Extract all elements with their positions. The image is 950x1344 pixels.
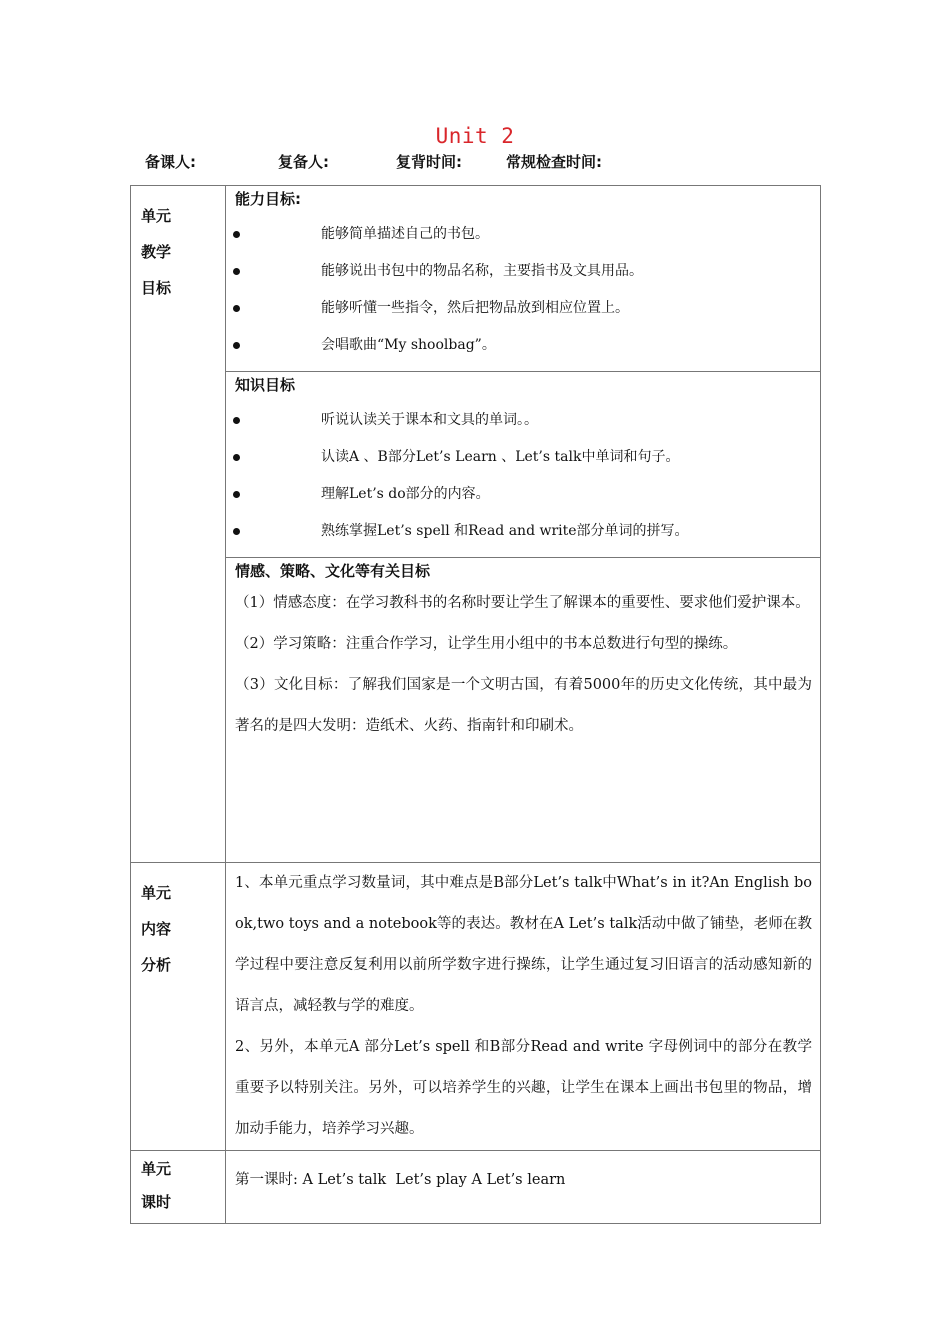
analysis-paragraph: 1、本单元重点学习数量词，其中难点是B部分Let’s talk中What’s in it?An English book,two toys and a notebook等的表达。教材在A Let’s talk活动中做了铺垫，老师在教学过程中要注意反复利用以前所学数字进行操练，让学生通过复习旧语言的活动感知新的语言点，减轻教与学的难度。	[235, 875, 812, 1014]
lessons-cell	[226, 1151, 821, 1224]
emotion-goals-cell	[226, 558, 821, 863]
list-item	[226, 334, 820, 371]
list-item-text: 能够简单描述自己的书包。	[321, 226, 489, 242]
analysis-cell	[226, 863, 821, 1151]
list-item	[226, 483, 820, 520]
ability-goals-cell	[226, 186, 821, 372]
list-item-text: 认读A 、B部分Let’s Learn 、Let’s talk中单词和句子。	[321, 449, 680, 465]
goals-header-line: 目标	[141, 279, 172, 297]
lessons-header-line: 课时	[141, 1193, 172, 1211]
bullet-icon	[233, 417, 240, 424]
emotion-paragraph: （1）情感态度：在学习教科书的名称时要让学生了解课本的重要性、要求他们爱护课本。	[235, 595, 810, 611]
knowledge-goals-title: 知识目标	[235, 376, 296, 394]
bullet-icon	[233, 491, 240, 498]
bullet-icon	[233, 231, 240, 238]
review-time-label: 复背时间:	[396, 153, 462, 171]
analysis-paragraph: 2、另外，本单元A 部分Let’s spell 和B部分Read and write 字母例词中的部分在教学重要予以特别关注。另外，可以培养学生的兴趣，让学生在课本上画出书包里的物品，增加动手能力，培养学习兴趣。	[235, 1039, 812, 1137]
analysis-header-line: 单元	[141, 884, 172, 902]
ability-goals-title: 能力目标:	[235, 190, 301, 208]
first-lesson-text: 第一课时: A Let’s talk Let’s play A Let’s learn	[235, 1172, 566, 1188]
list-item-text: 听说认读关于课本和文具的单词。。	[321, 412, 538, 428]
list-item	[226, 223, 820, 260]
culture-paragraph: （3）文化目标：了解我们国家是一个文明古国，有着5000年的历史文化传统，其中最为著名的是四大发明：造纸术、火药、指南针和印刷术。	[235, 677, 812, 734]
bullet-icon	[233, 305, 240, 312]
ability-goals-row	[131, 186, 821, 372]
emotion-goals-title: 情感、策略、文化等有关目标	[235, 562, 431, 580]
lessons-header-cell	[131, 1151, 226, 1224]
analysis-header-line: 分析	[141, 956, 172, 974]
lessons-row	[131, 1151, 821, 1224]
meta-line	[0, 151, 950, 173]
goals-header-cell	[131, 186, 226, 863]
lessons-header-line: 单元	[141, 1160, 172, 1178]
analysis-row	[131, 863, 821, 1151]
list-item-text: 理解Let’s do部分的内容。	[321, 486, 490, 502]
preparer-label: 备课人:	[145, 153, 196, 171]
list-item	[226, 520, 820, 557]
list-item-text: 会唱歌曲“My shoolbag”。	[321, 337, 496, 353]
knowledge-goals-row	[131, 372, 821, 558]
analysis-header-line: 内容	[141, 920, 172, 938]
knowledge-goals-cell	[226, 372, 821, 558]
strategy-paragraph: （2）学习策略：注重合作学习，让学生用小组中的书本总数进行句型的操练。	[235, 636, 738, 652]
goals-header-line: 教学	[141, 243, 172, 261]
list-item	[226, 260, 820, 297]
bullet-icon	[233, 342, 240, 349]
bullet-icon	[233, 268, 240, 275]
list-item	[226, 409, 820, 446]
list-item-text: 能够听懂一些指令，然后把物品放到相应位置上。	[321, 300, 629, 316]
bullet-icon	[233, 454, 240, 461]
page-title: Unit 2	[435, 124, 515, 148]
list-item	[226, 297, 820, 334]
list-item	[226, 446, 820, 483]
list-item-text: 能够说出书包中的物品名称，主要指书及文具用品。	[321, 263, 643, 279]
lesson-plan-table	[130, 185, 821, 1224]
list-item-text: 熟练掌握Let’s spell 和Read and write部分单词的拼写。	[321, 523, 689, 539]
reviewer-label: 复备人:	[278, 153, 329, 171]
goals-header-line: 单元	[141, 207, 172, 225]
emotion-goals-row	[131, 558, 821, 863]
check-time-label: 常规检查时间:	[506, 153, 602, 171]
bullet-icon	[233, 528, 240, 535]
analysis-header-cell	[131, 863, 226, 1151]
